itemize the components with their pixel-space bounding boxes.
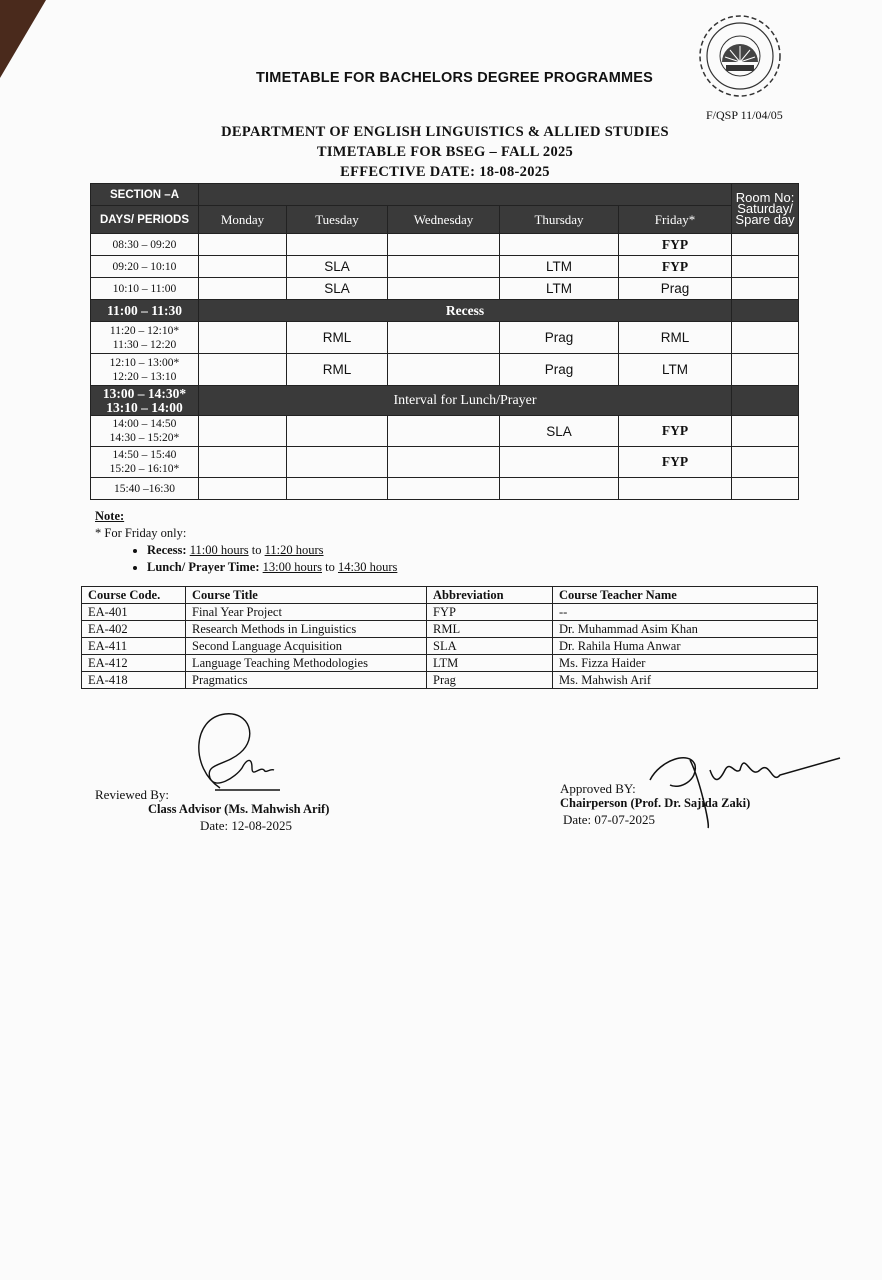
- approved-by-label: Approved BY:: [560, 781, 636, 796]
- note-recess: [147, 542, 397, 559]
- recess-label: Recess: [199, 300, 732, 322]
- period-time: [91, 354, 199, 386]
- section-label: SECTION –A: [91, 184, 199, 206]
- course-title-header: Course Title: [186, 587, 427, 604]
- day-header-wednesday: Wednesday: [388, 206, 500, 234]
- course-abbr: Prag: [427, 672, 553, 689]
- slot-cell: [199, 354, 287, 386]
- slot-cell: [287, 416, 388, 447]
- note-lunch-from: 13:00 hours: [262, 560, 322, 574]
- period-time-line: 12:10 – 13:00*: [109, 356, 180, 369]
- period-time-line: 11:20 – 12:10*: [109, 324, 180, 337]
- room-header: [732, 184, 799, 234]
- slot-cell: RML: [287, 354, 388, 386]
- slot-cell: [388, 234, 500, 256]
- lunch-time-line: 13:10 – 14:00: [106, 399, 183, 415]
- slot-cell: FYP: [619, 416, 732, 447]
- chair-name: Chairperson (Prof. Dr. Sajida Zaki): [560, 796, 751, 810]
- period-time-line: 12:20 – 13:10: [112, 370, 177, 383]
- room-cell: [732, 300, 799, 322]
- slot-cell: LTM: [619, 354, 732, 386]
- slot-cell: SLA: [500, 416, 619, 447]
- course-teacher: Ms. Fizza Haider: [553, 655, 818, 672]
- note-line: * For Friday only:: [95, 526, 187, 540]
- note-recess-label: Recess:: [147, 543, 187, 557]
- slot-cell: RML: [287, 322, 388, 354]
- slot-cell: [388, 322, 500, 354]
- note-to: to: [325, 560, 335, 574]
- note-title: Note:: [95, 509, 125, 523]
- slot-cell: [388, 416, 500, 447]
- room-cell: [732, 322, 799, 354]
- room-cell: [732, 447, 799, 478]
- slot-cell: [287, 234, 388, 256]
- slot-cell: SLA: [287, 256, 388, 278]
- table-row: [91, 234, 799, 256]
- period-time: 08:30 – 09:20: [91, 234, 199, 256]
- slot-cell: [388, 447, 500, 478]
- slot-cell: [388, 278, 500, 300]
- slot-cell: [287, 478, 388, 500]
- room-cell: [732, 478, 799, 500]
- course-title: Research Methods in Linguistics: [186, 621, 427, 638]
- slot-cell: [500, 234, 619, 256]
- period-time: 09:20 – 10:10: [91, 256, 199, 278]
- note-lunch-to: 14:30 hours: [337, 560, 398, 574]
- table-row: [82, 638, 818, 655]
- room-cell: [732, 278, 799, 300]
- programme-title: TIMETABLE FOR BSEG – FALL 2025: [316, 144, 574, 160]
- page-corner-shadow: [0, 0, 46, 78]
- course-abbr: SLA: [427, 638, 553, 655]
- slot-cell: LTM: [500, 256, 619, 278]
- table-row: [91, 322, 799, 354]
- chair-date: Date: 07-07-2025: [563, 812, 656, 827]
- lunch-label: Interval for Lunch/Prayer: [199, 386, 732, 416]
- header-filler: [199, 184, 732, 206]
- day-header-thursday: Thursday: [500, 206, 619, 234]
- slot-cell: Prag: [500, 322, 619, 354]
- table-row: [91, 354, 799, 386]
- room-cell: [732, 386, 799, 416]
- table-row: [82, 604, 818, 621]
- course-code: EA-402: [82, 621, 186, 638]
- day-header-tuesday: Tuesday: [287, 206, 388, 234]
- slot-cell: [199, 478, 287, 500]
- advisor-name: Class Advisor (Ms. Mahwish Arif): [148, 802, 330, 816]
- day-header-friday: Friday*: [619, 206, 732, 234]
- course-table: [81, 586, 818, 689]
- lunch-time: [91, 386, 199, 416]
- chair-signature-icon: [640, 740, 845, 832]
- course-code: EA-411: [82, 638, 186, 655]
- note-to: to: [251, 543, 262, 557]
- period-time-line: 14:00 – 14:50: [112, 418, 177, 430]
- slot-cell: FYP: [619, 256, 732, 278]
- slot-cell: FYP: [619, 234, 732, 256]
- course-code-header: Course Code.: [82, 587, 186, 604]
- table-row: [91, 256, 799, 278]
- room-cell: [732, 256, 799, 278]
- teacher-header: Course Teacher Name: [553, 587, 818, 604]
- course-code: EA-401: [82, 604, 186, 621]
- course-teacher: Dr. Rahila Huma Anwar: [553, 638, 818, 655]
- course-abbr: LTM: [427, 655, 553, 672]
- note-recess-from: 11:00 hours: [189, 543, 249, 557]
- slot-cell: SLA: [287, 278, 388, 300]
- table-row: [91, 478, 799, 500]
- note-lunch: [147, 559, 397, 576]
- period-time-line: 15:20 – 16:10*: [109, 463, 180, 475]
- slot-cell: [287, 447, 388, 478]
- recess-time: 11:00 – 11:30: [91, 300, 199, 322]
- slot-cell: [388, 256, 500, 278]
- department-name: DEPARTMENT OF ENGLISH LINGUISTICS & ALLIED STUDIES: [221, 124, 669, 140]
- course-title: Second Language Acquisition: [186, 638, 427, 655]
- period-time: 10:10 – 11:00: [91, 278, 199, 300]
- course-teacher: Ms. Mahwish Arif: [553, 672, 818, 689]
- lunch-time-line: 13:00 – 14:30*: [102, 385, 187, 401]
- course-teacher: Dr. Muhammad Asim Khan: [553, 621, 818, 638]
- slot-cell: [500, 478, 619, 500]
- note-section: [95, 508, 397, 576]
- slot-cell: [199, 278, 287, 300]
- room-cell: [732, 354, 799, 386]
- slot-cell: [388, 478, 500, 500]
- advisor-signature-icon: [180, 708, 290, 800]
- note-recess-to: 11:20 hours: [264, 543, 324, 557]
- course-title: Language Teaching Methodologies: [186, 655, 427, 672]
- course-code: EA-418: [82, 672, 186, 689]
- slot-cell: [619, 478, 732, 500]
- course-title: Pragmatics: [186, 672, 427, 689]
- slot-cell: [199, 234, 287, 256]
- period-time-line: 14:50 – 15:40: [112, 449, 177, 461]
- abbreviation-header: Abbreviation: [427, 587, 553, 604]
- course-abbr: RML: [427, 621, 553, 638]
- slot-cell: Prag: [500, 354, 619, 386]
- document-title: TIMETABLE FOR BACHELORS DEGREE PROGRAMMES: [256, 70, 654, 86]
- reviewed-by-label: Reviewed By:: [95, 787, 170, 802]
- slot-cell: [199, 256, 287, 278]
- lunch-row: [91, 386, 799, 416]
- timetable: [90, 183, 799, 500]
- period-time-line: 11:30 – 12:20: [112, 338, 177, 351]
- room-title: Room No:: [735, 190, 795, 205]
- heading-block: [150, 122, 740, 182]
- course-title: Final Year Project: [186, 604, 427, 621]
- slot-cell: [199, 322, 287, 354]
- period-time-line: 14:30 – 15:20*: [109, 432, 180, 444]
- period-time: [91, 447, 199, 478]
- effective-date: EFFECTIVE DATE: 18-08-2025: [340, 164, 550, 180]
- table-row: [91, 416, 799, 447]
- slot-cell: RML: [619, 322, 732, 354]
- note-lunch-label: Lunch/ Prayer Time:: [147, 560, 260, 574]
- slot-cell: FYP: [619, 447, 732, 478]
- note-list: [95, 542, 397, 576]
- slot-cell: LTM: [500, 278, 619, 300]
- advisor-date: Date: 12-08-2025: [200, 818, 293, 833]
- period-time: [91, 416, 199, 447]
- slot-cell: Prag: [619, 278, 732, 300]
- course-abbr: FYP: [427, 604, 553, 621]
- university-logo-icon: [694, 10, 786, 102]
- day-header-monday: Monday: [199, 206, 287, 234]
- recess-row: [91, 300, 799, 322]
- course-teacher: --: [553, 604, 818, 621]
- period-time: [91, 322, 199, 354]
- slot-cell: [388, 354, 500, 386]
- course-code: EA-412: [82, 655, 186, 672]
- room-cell: [732, 234, 799, 256]
- course-header-row: [82, 587, 818, 604]
- slot-cell: [199, 447, 287, 478]
- slot-cell: [199, 416, 287, 447]
- table-row: [82, 672, 818, 689]
- form-code: F/QSP 11/04/05: [706, 108, 783, 122]
- table-row: [91, 447, 799, 478]
- table-row: [82, 621, 818, 638]
- period-time: 15:40 –16:30: [91, 478, 199, 500]
- slot-cell: [500, 447, 619, 478]
- days-periods-header: DAYS/ PERIODS: [91, 206, 199, 234]
- table-row: [91, 278, 799, 300]
- table-row: [82, 655, 818, 672]
- room-subtitle: Saturday/ Spare day: [735, 201, 795, 227]
- room-cell: [732, 416, 799, 447]
